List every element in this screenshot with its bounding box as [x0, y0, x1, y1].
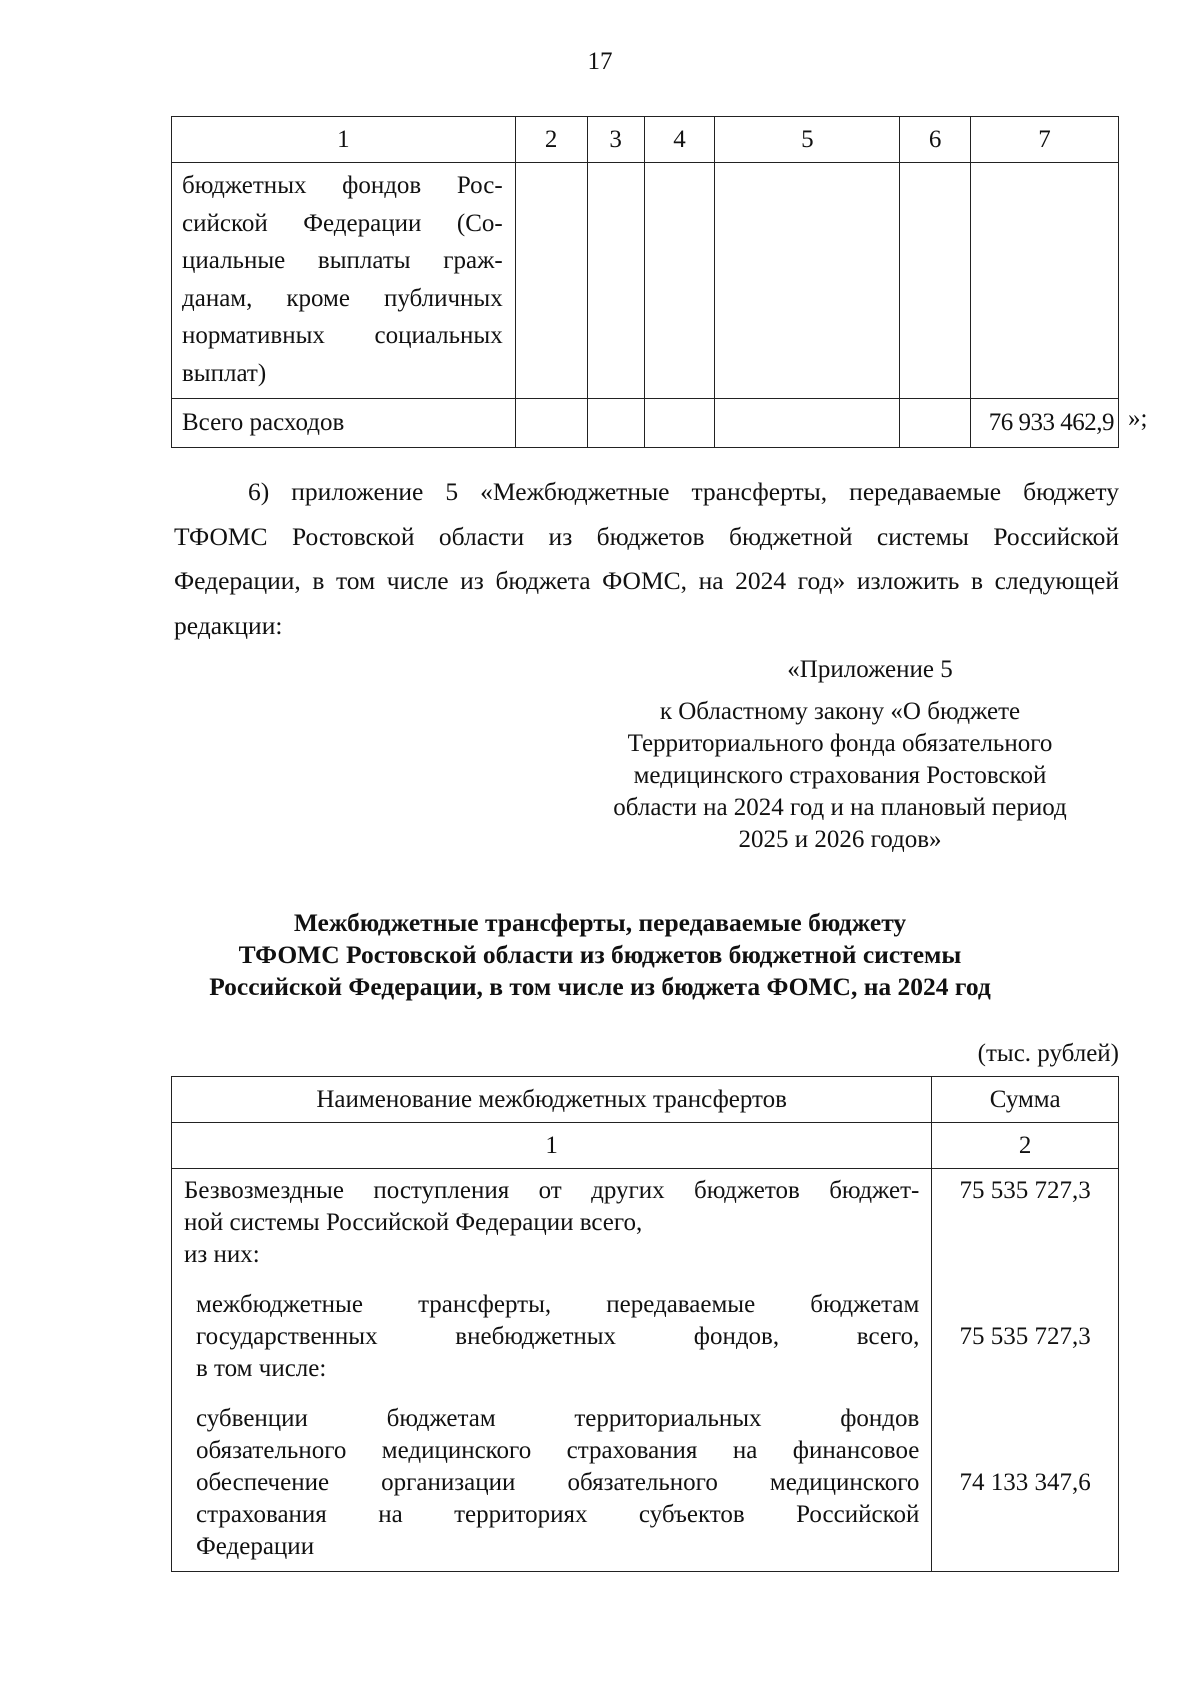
table-header-row: [172, 117, 1119, 163]
table-row: [172, 1169, 1119, 1572]
appendix-title: «Приложение 5: [787, 656, 953, 683]
row-description: [172, 163, 516, 399]
col-number-7: 7: [971, 117, 1119, 163]
empty-cell: [900, 399, 971, 448]
table-header-row: [172, 1077, 1119, 1123]
row-line: межбюджетные трансферты, передаваемые бюджетам: [196, 1291, 920, 1318]
empty-cell: [715, 399, 900, 448]
row-line: обеспечение организации обязательного медицинского: [196, 1469, 920, 1496]
empty-cell: [715, 163, 900, 399]
empty-cell: [900, 163, 971, 399]
page-number: 17: [587, 48, 613, 75]
units-label: (тыс. рублей): [977, 1040, 1119, 1067]
empty-cell: [515, 399, 587, 448]
total-value: 76 933 462,9: [971, 399, 1119, 448]
empty-cell: [587, 399, 644, 448]
desc-line: сийской Федерации (Со-: [182, 209, 503, 237]
empty-cell: [515, 163, 587, 399]
row-line: субвенции бюджетам территориальных фондов: [196, 1405, 920, 1432]
column-number-row: [172, 1123, 1119, 1169]
empty-cell: [971, 163, 1119, 399]
row-line: из них:: [184, 1241, 260, 1268]
total-label: Всего расходов: [172, 399, 516, 448]
col-number-4: 4: [644, 117, 715, 163]
row-line: ной системы Российской Федерации всего,: [184, 1209, 643, 1236]
appendix-line: области на 2024 год и на плановый период: [613, 794, 1067, 821]
header-name: Наименование межбюджетных трансфертов: [172, 1077, 932, 1123]
row-subventions: [184, 1403, 919, 1563]
empty-cell: [587, 163, 644, 399]
section-heading: [150, 907, 1050, 1003]
row-interbudget-transfers: [184, 1289, 919, 1385]
transfers-table: [171, 1076, 1119, 1572]
desc-line: бюджетных фондов Рос-: [182, 172, 503, 199]
heading-line: Межбюджетные трансферты, передаваемые бюджету: [293, 908, 907, 937]
heading-line: Российской Федерации, в том числе из бюджета ФОМС, на 2024 год: [209, 972, 991, 1001]
sum-value: 74 133 347,6: [959, 1469, 1091, 1496]
empty-cell: [644, 163, 715, 399]
desc-line: данам, кроме публичных: [182, 284, 503, 312]
col-number-3: 3: [587, 117, 644, 163]
appendix-line: медицинского страхования Ростовской: [633, 762, 1047, 789]
col-number-1: 1: [172, 117, 516, 163]
row-line: обязательного медицинского страхования на финансовое: [196, 1437, 920, 1464]
expenses-table-continuation: [171, 116, 1119, 448]
desc-line: выплат): [182, 359, 267, 387]
col-number-2: 2: [932, 1123, 1119, 1169]
header-sum: Сумма: [932, 1077, 1119, 1123]
desc-line: нормативных социальных: [182, 322, 503, 349]
col-number-1: 1: [172, 1123, 932, 1169]
appendix-line: к Областному закону «О бюджете: [659, 698, 1021, 725]
col-number-6: 6: [900, 117, 971, 163]
rows-description: [172, 1169, 932, 1572]
rows-sums: [932, 1169, 1119, 1572]
closing-quote: »;: [1128, 405, 1148, 432]
desc-line: циальные выплаты граж-: [182, 247, 503, 274]
heading-line: ТФОМС Ростовской области из бюджетов бюджетной системы: [238, 940, 962, 969]
appendix-line: 2025 и 2026 годов»: [738, 826, 942, 853]
appendix-line: Территориального фонда обязательного: [627, 730, 1053, 757]
amendment-paragraph: 6) приложение 5 «Межбюджетные трансферты, передаваемые бюджету ТФОМС Ростовской области из бюджетов бюджетной системы Российской Федерации, в том числе из бюджета ФОМС, на 2024 год» изложить в следующей редакции:: [174, 477, 1119, 640]
col-number-5: 5: [715, 117, 900, 163]
appendix-reference: [580, 654, 1100, 856]
col-number-2: 2: [515, 117, 587, 163]
sum-value: 75 535 727,3: [959, 1323, 1091, 1350]
total-row: [172, 399, 1119, 448]
row-line: страхования на территориях субъектов Российской: [196, 1501, 920, 1528]
empty-cell: [644, 399, 715, 448]
row-line: в том числе:: [196, 1355, 327, 1382]
table-row: [172, 163, 1119, 399]
row-line: государственных внебюджетных фондов, всего,: [196, 1323, 920, 1350]
row-line: Федерации: [196, 1533, 315, 1560]
row-line: Безвозмездные поступления от других бюджетов бюджет-: [184, 1177, 920, 1204]
sum-value: 75 535 727,3: [959, 1177, 1091, 1204]
row-total-budget: [184, 1175, 919, 1271]
